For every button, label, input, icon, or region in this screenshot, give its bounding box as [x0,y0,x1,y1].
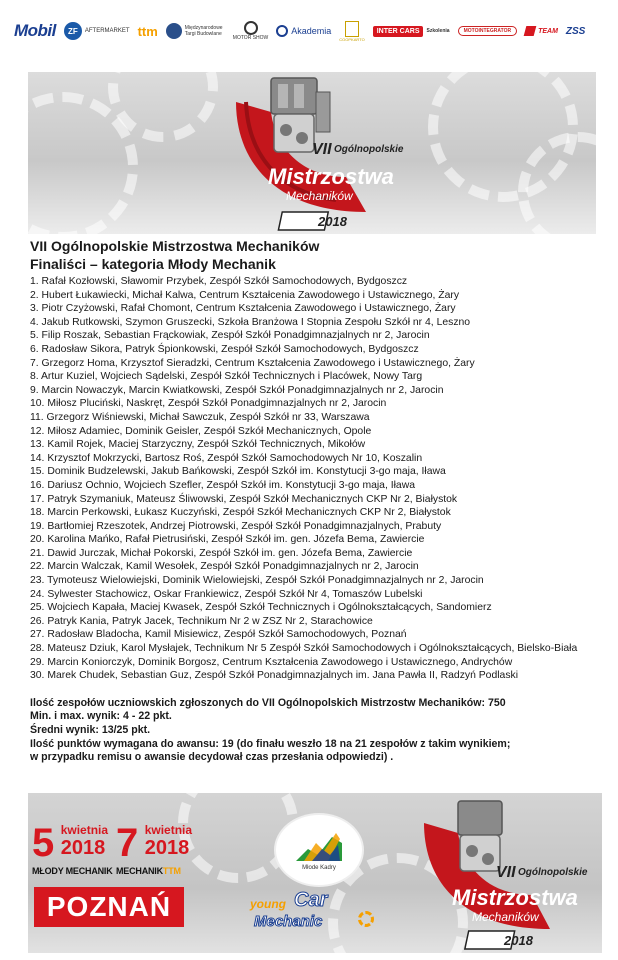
sponsor-zss-logo: ZSS [565,25,586,37]
list-item: 15. Dominik Budzelewski, Jakub Bańkowski, Zespół Szkół im. Konstytucji 3-go maja, Iława [30,466,446,478]
city-label: POZNAŃ [34,887,184,927]
list-item: 7. Grzegorz Homa, Krzysztof Sieradzki, Centrum Kształcenia Zawodowego i Ustawicznego, Żary [30,357,475,369]
logo-line3: Mechaników [286,189,353,203]
sponsor-ttm-logo: ttm [137,23,158,39]
list-item: 9. Marcin Nowaczyk, Marcin Kwiatkowski, Zespół Szkół Ponadgimnazjalnych nr 2, Jarocin [30,384,444,396]
list-item: 22. Marcin Walczak, Kamil Wesołek, Zespół Szkół Ponadgimnazjalnych nr 2, Jarocin [30,561,419,573]
logo-line1: Ogólnopolskie [518,867,588,878]
sponsor-intercars-logo [373,26,450,37]
list-item: 23. Tymoteusz Wielowiejski, Dominik Wielowiejski, Zespół Szkół Ponadgimnazjalnych nr 2, Jarocin [30,575,484,587]
championship-logo [216,72,416,234]
logo-year: 2018 [318,214,347,229]
list-item: 2. Hubert Łukawiecki, Michał Kalwa, Centrum Kształcenia Zawodowego i Ustawicznego, Żary [30,289,460,301]
date-category: MŁODY MECHANIK [32,866,113,876]
list-item: 20. Karolina Mańko, Rafał Pietrusiński, Zespół Szkół im. gen. Józefa Bema, Zawiercie [30,534,425,546]
stat-line: Ilość zespołów uczniowskich zgłoszonych do VII Ogólnopolskich Mistrzostw Mechaników: 750 [30,696,506,709]
list-item: 5. Filip Roszak, Sebastian Frąckowiak, Zespół Szkół Ponadgimnazjalnych nr 2, Jarocin [30,330,430,342]
date-day: 7 [116,821,139,865]
mlode-kadry-icon [294,829,344,863]
date-category-main: MECHANIK [116,866,163,876]
sponsor-intercars-text: INTER CARS [373,26,424,37]
list-item: 11. Grzegorz Wiśniewski, Michał Sawczuk, Zespół Szkół nr 33, Warszawa [30,411,370,423]
date-young-mechanic [32,823,113,876]
logo-roman: VII [496,864,516,881]
sponsor-mtb-logo [166,23,225,39]
sponsor-motor-show-text: MOTOR SHOW [232,35,269,41]
date-month: kwietnia [60,823,109,837]
list-item: 8. Artur Kuziel, Wojciech Sądelski, Zespół Szkół Technicznych i Placówek, Nowy Targ [30,371,423,383]
list-item: 24. Sylwester Stachowicz, Oskar Frankiewicz, Zespół Szkół Nr 4, Tomaszów Lubelski [30,588,423,600]
list-item: 18. Marcin Perkowski, Łukasz Kuczyński, Zespół Szkół Mechanicznych CKP Nr 2, Białystok [30,507,451,519]
sponsor-motor-show-logo [233,21,268,41]
document-title: VII Ogólnopolskie Mistrzostwa Mechaników [30,238,320,254]
ycm-young: young [250,897,286,911]
stat-line: w przypadku remisu o awansie decydował czas przesłania odpowiedzi) . [30,751,394,764]
logo-line3: Mechaników [472,910,539,924]
sponsor-szkolenia-text: Szkolenia [426,28,450,34]
coopkarto-icon [345,21,359,37]
list-item: 30. Marek Chudek, Sebastian Guz, Zespół Szkół Ponadgimnazjalnych im. Jana Pawła II, Radzyń Podlaski [30,670,519,682]
list-item: 13. Kamil Rojek, Maciej Starzyczny, Zespół Szkół Technicznych, Mikołów [30,439,366,451]
list-item: 12. Miłosz Adamiec, Dominik Geisler, Zespół Szkół Mechanicznych, Opole [30,425,372,437]
date-month: kwietnia [144,823,193,837]
logo-line2: Mistrzostwa [452,885,578,910]
list-item: 4. Jakub Rutkowski, Szymon Gruszecki, Szkoła Branżowa I Stopnia Zespołu Szkół nr 4, Leszno [30,316,471,328]
sponsor-akademia-text: Akademia [291,26,332,36]
list-item: 26. Patryk Kania, Patryk Jacek, Technikum Nr 2 w ZSZ Nr 2, Starachowice [30,615,373,627]
date-year: 2018 [60,837,106,859]
mlode-kadry-label: Młode Kadry [302,865,336,871]
young-car-mechanic-logo [250,889,380,937]
list-item: 6. Radosław Sikora, Patryk Śpionkowski, Zespół Szkół Samochodowych, Bydgoszcz [30,343,419,355]
sponsor-mtb-text: Międzynarodowe Targi Budowlane [184,25,223,37]
sponsor-mobil-logo: Mobil [14,21,56,40]
finalists-list [30,275,600,683]
list-item: 28. Mateusz Dziuk, Karol Mysłajek, Technikum Nr 5 Zespół Szkół Samochodowych i Ogólnokształcących, Bielsko-Biała [30,643,578,655]
list-item: 25. Wojciech Kapała, Maciej Kwasek, Zespół Szkół Technicznych i Ogólnokształcących, Sandomierz [30,602,492,614]
sponsor-bar [0,0,618,62]
ycm-car: Car [294,889,328,911]
date-day: 5 [32,821,55,865]
sponsor-vbteam-text: TEAM [538,27,558,35]
document-subtitle: Finaliści – kategoria Młody Mechanik [30,256,276,272]
sponsor-vbteam-logo [525,26,558,36]
list-item: 16. Dariusz Ochnio, Wojciech Szefler, Zespół Szkół im. Konstytucji 3-go maja, Iława [30,479,415,491]
date-year: 2018 [144,837,190,859]
logo-line1: Ogólnopolskie [334,144,404,155]
list-item: 1. Rafał Kozłowski, Sławomir Przybek, Zespół Szkół Samochodowych, Bydgoszcz [30,276,408,287]
zf-icon: ZF [64,22,82,40]
stat-line: Średni wynik: 13/25 pkt. [30,724,151,736]
top-banner [28,72,596,234]
stat-line: Min. i max. wynik: 4 - 22 pkt. [30,710,172,723]
list-item: 19. Bartłomiej Rzeszotek, Andrzej Piotrowski, Zespół Szkół Ponadgimnazjalnych, Prabuty [30,520,442,532]
championship-logo-small [400,793,600,953]
stat-line: Ilość punktów wymagana do awansu: 19 (do finału weszło 18 na 21 zespołów z takim wynikiem; [30,737,511,750]
list-item: 10. Miłosz Pluciński, Naskręt, Zespół Szkół Ponadgimnazjalnych nr 2, Jarocin [30,398,387,410]
motor-show-icon [244,21,258,35]
list-item: 29. Marcin Koniorczyk, Dominik Borgosz, Centrum Kształcenia Zawodowego i Ustawicznego, Andrychów [30,656,513,668]
list-item: 3. Piotr Czyżowski, Rafał Chomont, Centrum Kształcenia Zawodowego i Ustawicznego, Żary [30,303,456,315]
sponsor-zf-logo [64,22,130,40]
date-mechanic-ttm [116,823,192,876]
ycm-gear-icon [358,911,374,927]
logo-line2: Mistrzostwa [268,164,394,189]
sponsor-coopkarto-logo [339,21,364,42]
bottom-banner [28,793,602,953]
logo-year: 2018 [504,933,533,948]
logo-roman: VII [312,141,332,158]
list-item: 14. Krzysztof Mokrzycki, Bartosz Roś, Zespół Szkół Samochodowych Nr 10, Koszalin [30,452,423,464]
mtb-icon [166,23,182,39]
ycm-mechanic: Mechanic [254,913,323,930]
sponsor-zf-text: AFTERMARKET [84,28,130,34]
sponsor-akademia-logo [276,25,331,37]
date-category-accent: TTM [162,866,181,876]
list-item: 17. Patryk Szymaniuk, Mateusz Śliwowski, Zespół Szkół Mechanicznych CKP Nr 2, Białystok [30,493,458,505]
list-item: 27. Radosław Bladocha, Kamil Misiewicz, Zespół Szkół Samochodowych, Poznań [30,629,407,641]
date-category [116,866,192,876]
list-item: 21. Dawid Jurczak, Michał Pokorski, Zespół Szkół im. gen. Józefa Bema, Zawiercie [30,547,413,559]
document-body [30,237,600,765]
sponsor-motointegrator-logo: MOTOINTEGRATOR [458,26,518,36]
stats-block [30,697,600,765]
mlode-kadry-logo [276,815,362,885]
akademia-icon [276,25,288,37]
sponsor-coopkarto-text: COOPKARTO [339,36,365,42]
vbteam-icon [524,26,537,36]
